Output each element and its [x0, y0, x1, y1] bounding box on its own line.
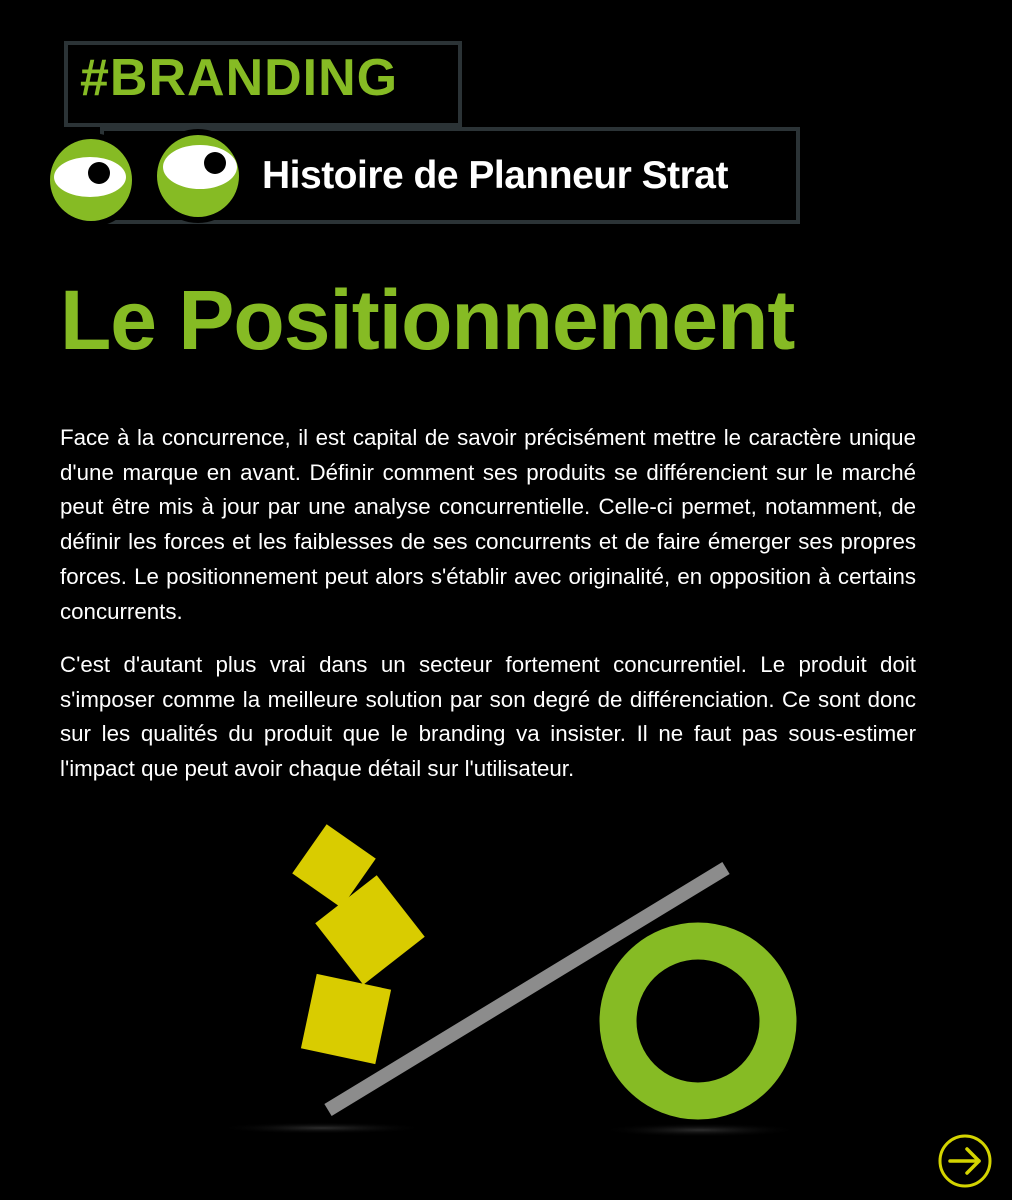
yellow-box-top [292, 824, 376, 908]
green-ring [618, 941, 778, 1101]
subtitle: Histoire de Planneur Strat [262, 154, 728, 197]
branding-tag: #BRANDING [80, 49, 399, 107]
paragraph-2: C'est d'autant plus vrai dans un secteur fortement concurrentiel. Le produit doit s'imposer comme la meilleure solution par son degré de différenciation. Ce sont donc sur les qualités du produit que le branding va insister. Il ne faut pas sous-estimer l'impact que peut avoir chaque détail sur l'utilisateur. [60, 652, 916, 782]
paragraph-1: Face à la concurrence, il est capital de savoir précisément mettre le caractère unique d'une marque en avant. Définir comment ses produits se différencient sur le marché peut être mis à jour par une analyse concurrentielle. Celle-ci permet, notamment, de définir les forces et les faiblesses de ses concurrents et de faire émerger ses propres forces. Le positionnement peut alors s'établir avec originalité, en opposition à certains concurrents. [60, 425, 916, 624]
arrow-right-icon[interactable] [938, 1134, 992, 1188]
yellow-box-bottom [301, 974, 391, 1064]
ground-shadow-right [600, 1123, 800, 1137]
yellow-box-middle [315, 875, 424, 984]
ground-shadow-left [217, 1122, 427, 1134]
seesaw-plank [328, 868, 726, 1110]
page-title: Le Positionnement [60, 273, 795, 367]
eyes-logo-icon [0, 0, 260, 230]
